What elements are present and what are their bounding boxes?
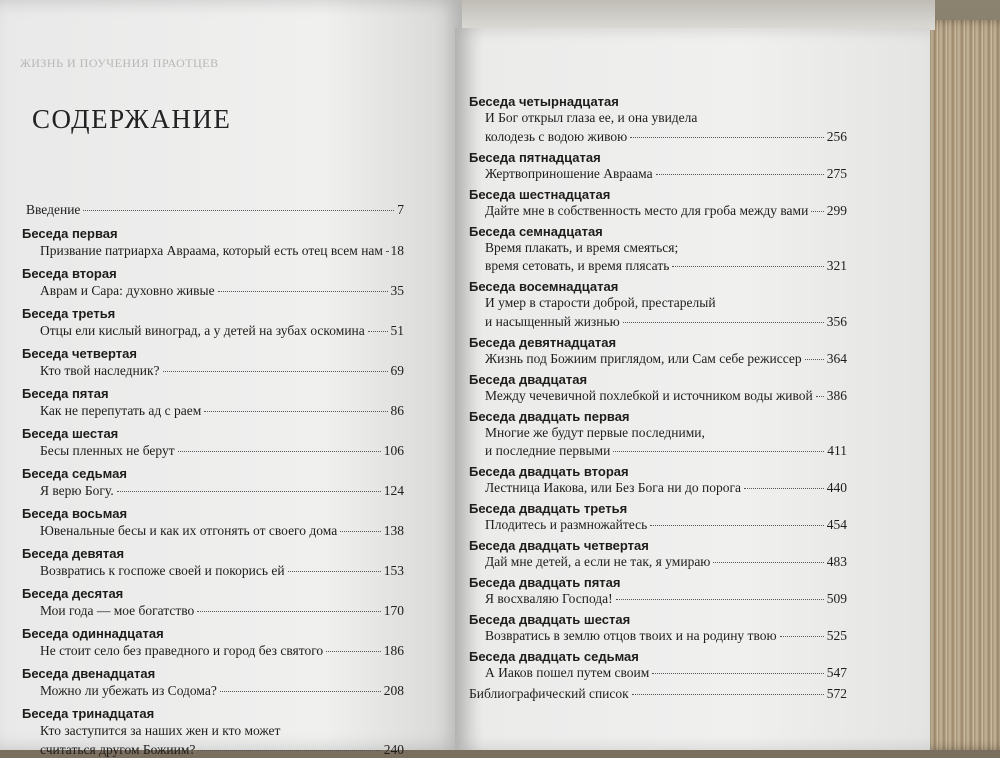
dot-leader [117, 491, 381, 492]
toc-entry-text: Я восхваляю Господа! [485, 591, 613, 606]
conversation-title: Беседа седьмая [22, 466, 127, 481]
toc-entry-text: Кто твой наследник? [40, 363, 160, 378]
toc-entry-text: И умер в старости доброй, престарелый [485, 295, 716, 310]
dot-leader [780, 636, 824, 637]
toc-line [40, 523, 404, 539]
dot-leader [744, 488, 824, 489]
toc-entry-text: Многие же будут первые последними, [485, 424, 705, 440]
toc-line [40, 403, 404, 419]
conversation-title: Беседа девятнадцатая [469, 334, 617, 350]
toc-page-number: 86 [390, 403, 404, 418]
dot-leader [288, 571, 381, 572]
toc-page-number: 153 [383, 563, 404, 578]
toc-entry-text: Дай мне детей, а если не так, я умираю [485, 554, 711, 569]
dot-leader [220, 691, 381, 692]
toc-page-number: 454 [826, 517, 847, 532]
conversation-title: Беседа четвертая [22, 346, 137, 361]
page-title: СОДЕРЖАНИЕ [32, 104, 232, 134]
toc-entry-text: Введение [26, 202, 81, 217]
toc-page-number: 275 [826, 165, 847, 181]
toc-page-number: 440 [826, 480, 847, 495]
toc-line [485, 665, 847, 681]
conversation-title: Беседа двадцать первая [469, 408, 630, 424]
toc-page-number: 186 [383, 643, 404, 658]
toc-entry-text: Я верю Богу. [40, 483, 114, 498]
toc-entry-text: Призвание патриарха Авраама, который есть отец всем нам [40, 243, 383, 258]
toc-entry-text: Возвратись в землю отцов твоих и на родину твою [485, 628, 777, 643]
toc-page-number: 411 [827, 443, 847, 458]
toc-page-number: 138 [383, 523, 404, 538]
toc-page-number: 35 [390, 283, 404, 298]
conversation-title: Беседа семнадцатая [469, 223, 603, 239]
conversation-title: Беседа восемнадцатая [469, 279, 619, 294]
toc-entry-text: и насыщенный жизнью [485, 313, 620, 329]
dot-leader [811, 211, 823, 212]
toc-entry-text: Кто заступится за наших жен и кто может [40, 723, 281, 738]
page-top-shadow [450, 0, 935, 30]
toc-entry-text: Бесы пленных не берут [40, 443, 175, 458]
toc-line [485, 295, 847, 311]
dot-leader [656, 174, 824, 175]
toc-line [485, 129, 847, 145]
toc-entry-text: Отцы ели кислый виноград, а у детей на зубах оскомина [40, 323, 365, 338]
conversation-title: Беседа восьмая [22, 506, 128, 521]
toc-page-number: 356 [826, 313, 847, 329]
dot-leader [83, 210, 394, 211]
toc-page-number: 386 [826, 387, 847, 403]
toc-page-number: 572 [826, 686, 847, 701]
toc-line [485, 166, 847, 182]
toc-line [26, 202, 404, 218]
toc-line [485, 388, 847, 404]
dot-leader [650, 525, 823, 526]
dot-leader [386, 251, 388, 252]
dot-leader [178, 451, 381, 452]
toc-entry-text: Жертвоприношение Авраама [485, 165, 653, 181]
dot-leader [713, 562, 823, 563]
toc-line [485, 443, 847, 459]
dot-leader [613, 451, 824, 452]
conversation-title: Беседа десятая [22, 586, 124, 601]
dot-leader [197, 611, 380, 612]
toc-line [40, 563, 404, 579]
toc-line [485, 110, 847, 126]
toc-page-number: 7 [397, 202, 404, 217]
toc-line [40, 323, 404, 339]
toc-page-number: 256 [826, 128, 847, 144]
book-cover-edge [920, 20, 1000, 750]
toc-page-number: 106 [383, 443, 404, 458]
toc-line [40, 483, 404, 499]
toc-page-number: 483 [826, 554, 847, 569]
toc-line [485, 425, 847, 441]
toc-line [40, 683, 404, 699]
conversation-title: Беседа шестая [22, 426, 119, 441]
dot-leader [632, 694, 824, 695]
toc-page-number: 240 [383, 741, 404, 757]
toc-line [40, 723, 404, 739]
toc-entry-text: Между чечевичной похлебкой и источником воды живой [485, 387, 813, 403]
dot-leader [652, 673, 823, 674]
conversation-title: Беседа вторая [22, 266, 117, 281]
toc-line [40, 243, 404, 259]
toc-page-number: 124 [383, 483, 404, 498]
conversation-title: Беседа одиннадцатая [22, 626, 164, 641]
toc-line [485, 517, 847, 533]
dot-leader [204, 411, 387, 412]
conversation-title: Беседа пятнадцатая [469, 149, 601, 165]
running-head: ЖИЗНЬ И ПОУЧЕНИЯ ПРАОТЦЕВ [20, 56, 219, 70]
toc-line [40, 603, 404, 619]
toc-line [40, 643, 404, 659]
conversation-title: Беседа двенадцатая [22, 666, 156, 681]
toc-entry-text: Плодитесь и размножайтесь [485, 517, 648, 532]
toc-line [485, 258, 847, 274]
toc-entry-text: колодезь с водою живою [485, 128, 628, 144]
toc-page-number: 299 [826, 202, 847, 218]
dot-leader [672, 266, 823, 267]
toc-entry-text: считаться другом Божиим? [40, 741, 196, 757]
conversation-title: Беседа двадцатая [469, 371, 588, 387]
toc-page-number: 51 [390, 323, 404, 338]
toc-page-number: 509 [826, 591, 847, 606]
toc-entry-text: Дайте мне в собственность место для гроба между вами [485, 202, 809, 218]
conversation-title: Беседа тринадцатая [22, 706, 155, 721]
toc-page-number: 525 [826, 628, 847, 643]
toc-entry-text: И Бог открыл глаза ее, и она увидела [485, 110, 698, 125]
toc-entry-text: Не стоит село без праведного и город без святого [40, 643, 324, 658]
toc-page-number: 364 [826, 350, 847, 366]
toc-entry-text: и последние первыми [485, 443, 611, 458]
toc-line [485, 351, 847, 367]
toc-line [485, 554, 847, 570]
toc-page-number: 170 [383, 603, 404, 618]
toc-entry-text: Жизнь под Божиим приглядом, или Сам себе режиссер [485, 350, 802, 366]
toc-page-number: 208 [383, 683, 404, 698]
conversation-title: Беседа четырнадцатая [469, 94, 619, 109]
conversation-title: Беседа двадцать вторая [469, 464, 629, 479]
toc-page-number: 18 [390, 243, 404, 258]
right-page [455, 28, 930, 750]
toc-page-number: 69 [390, 363, 404, 378]
dot-leader [340, 531, 381, 532]
conversation-title: Беседа третья [22, 306, 116, 321]
dot-leader [805, 359, 824, 360]
conversation-title: Беседа двадцать пятая [469, 575, 621, 590]
conversation-title: Беседа пятая [22, 386, 109, 401]
toc-line [485, 628, 847, 644]
conversation-title: Беседа двадцать седьмая [469, 649, 639, 664]
conversation-title: Беседа двадцать третья [469, 501, 628, 516]
toc-line [40, 443, 404, 459]
dot-leader [616, 599, 824, 600]
toc-entry-text: Время плакать, и время смеяться; [485, 239, 679, 255]
toc-page-number: 321 [826, 258, 847, 273]
conversation-title: Беседа шестнадцатая [469, 186, 611, 202]
toc-line [485, 480, 847, 496]
toc-entry-text: Лестница Иакова, или Без Бога ни до порога [485, 480, 742, 495]
dot-leader [630, 137, 824, 138]
toc-line [485, 591, 847, 607]
left-page [0, 0, 462, 757]
dot-leader [163, 371, 388, 372]
conversation-title: Беседа двадцать четвертая [469, 538, 649, 553]
toc-entry-text: Мои года — мое богатство [40, 603, 195, 618]
toc-entry-text: А Иаков пошел путем своим [485, 665, 650, 680]
toc-entry-text: время сетовать, и время плясать [485, 258, 670, 273]
dot-leader [816, 396, 824, 397]
toc-line [469, 686, 847, 702]
dot-leader [218, 291, 388, 292]
dot-leader [368, 331, 388, 332]
toc-line [485, 203, 847, 219]
toc-line [485, 240, 847, 256]
toc-entry-text: Как не перепутать ад с раем [40, 403, 202, 418]
toc-entry-text: Возвратись к госпоже своей и покорись ей [40, 563, 285, 578]
toc-page-number: 547 [826, 665, 847, 680]
toc-line [485, 314, 847, 330]
dot-leader [623, 322, 824, 323]
toc-entry-text: Можно ли убежать из Содома? [40, 683, 217, 698]
dot-leader [326, 651, 381, 652]
conversation-title: Беседа девятая [22, 546, 125, 561]
toc-line [40, 363, 404, 379]
toc-entry-text: Ювенальные бесы и как их отгонять от своего дома [40, 523, 338, 538]
toc-line [40, 283, 404, 299]
conversation-title: Беседа двадцать шестая [469, 612, 631, 627]
conversation-title: Беседа первая [22, 226, 118, 241]
toc-entry-text: Аврам и Сара: духовно живые [40, 283, 215, 298]
toc-entry-text: Библиографический список [469, 686, 629, 701]
